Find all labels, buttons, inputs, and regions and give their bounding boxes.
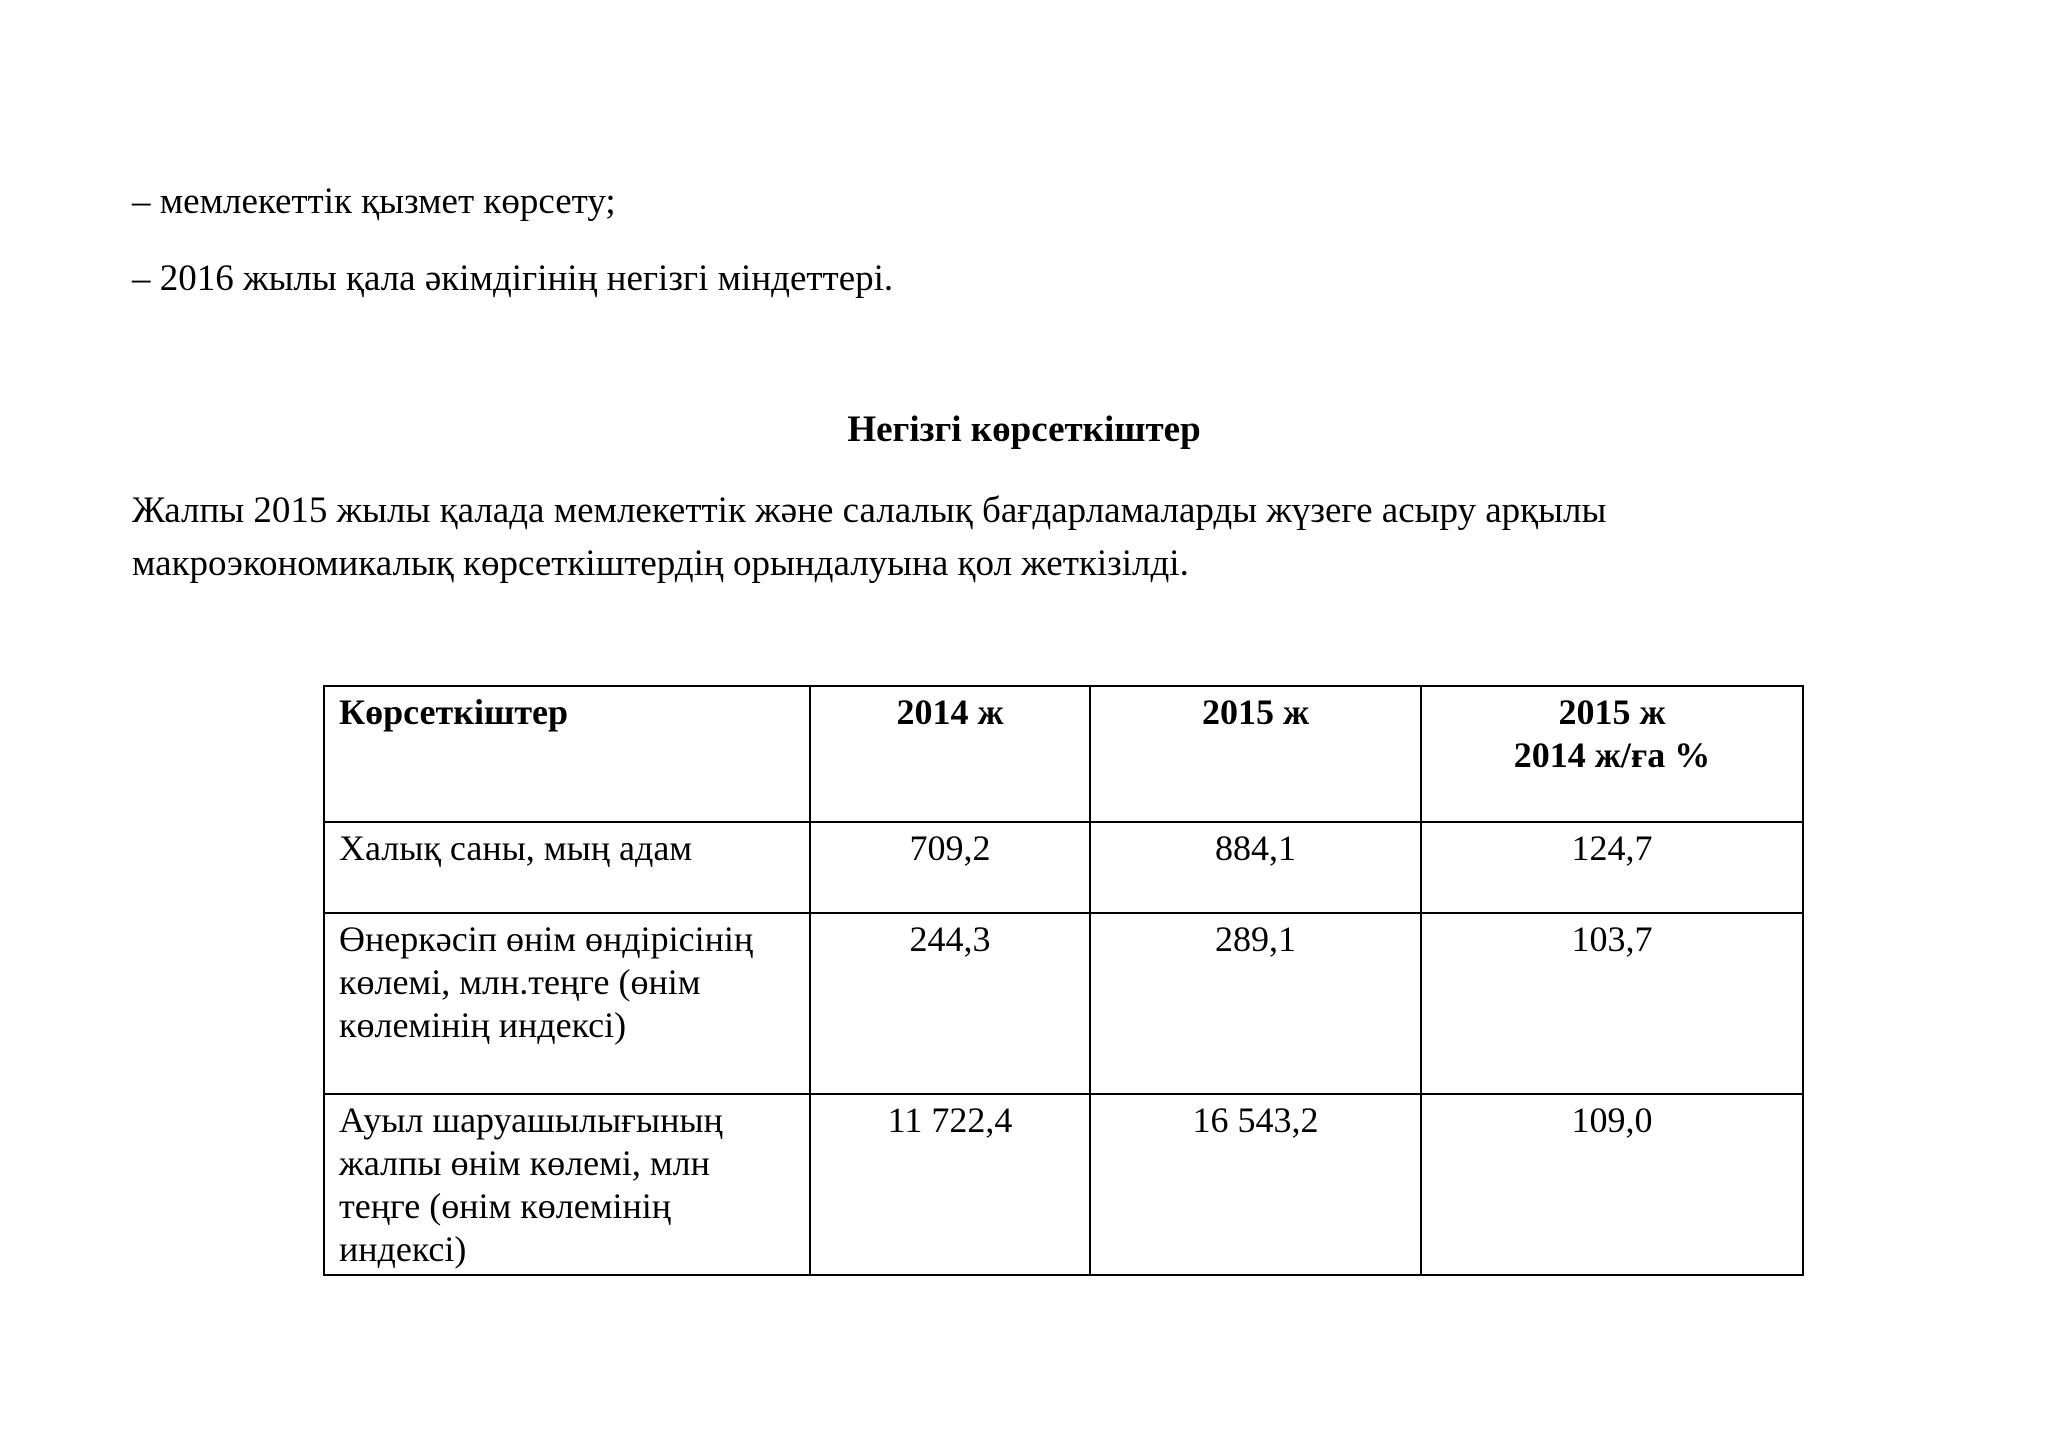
bullet-item-2016-tasks: – 2016 жылы қала әкімдігінің негізгі міндеттері.	[132, 258, 894, 299]
header-2014: 2014 ж	[810, 686, 1090, 822]
intro-paragraph-line-1: Жалпы 2015 жылы қалада мемлекеттік және салалық бағдарламаларды жүзеге асыру арқылы	[132, 490, 1607, 531]
row-value-2014: 11 722,4	[810, 1094, 1090, 1275]
row-value-2014: 709,2	[810, 822, 1090, 913]
header-ratio	[1421, 686, 1803, 822]
section-heading: Негізгі көрсеткіштер	[847, 409, 1201, 450]
row-value-ratio: 109,0	[1421, 1094, 1803, 1275]
intro-paragraph-line-2: макроэкономикалық көрсеткіштердің орындалуына қол жеткізілді.	[132, 543, 1189, 584]
header-ratio-line-2: 2014 ж/ға %	[1513, 735, 1711, 775]
row-value-2015: 884,1	[1090, 822, 1421, 913]
row-label: Ауыл шаруашылығының жалпы өнім көлемі, млн теңге (өнім көлемінің индексі)	[324, 1094, 810, 1275]
table-row	[324, 822, 1803, 913]
row-label: Өнеркәсіп өнім өндірісінің көлемі, млн.теңге (өнім көлемінің индексі)	[324, 913, 810, 1094]
row-value-2015: 16 543,2	[1090, 1094, 1421, 1275]
row-value-2015: 289,1	[1090, 913, 1421, 1094]
row-value-ratio: 103,7	[1421, 913, 1803, 1094]
header-indicator: Көрсеткіштер	[324, 686, 810, 822]
intro-paragraph	[132, 484, 1952, 590]
row-value-2014: 244,3	[810, 913, 1090, 1094]
header-ratio-line-1: 2015 ж	[1558, 692, 1666, 732]
header-2015: 2015 ж	[1090, 686, 1421, 822]
table-row	[324, 1094, 1803, 1275]
row-value-ratio: 124,7	[1421, 822, 1803, 913]
table-row	[324, 913, 1803, 1094]
table-header-row	[324, 686, 1803, 822]
row-label: Халық саны, мың адам	[324, 822, 810, 913]
bullet-item-public-services: – мемлекеттік қызмет көрсету;	[132, 181, 616, 222]
indicators-table	[323, 685, 1804, 1276]
